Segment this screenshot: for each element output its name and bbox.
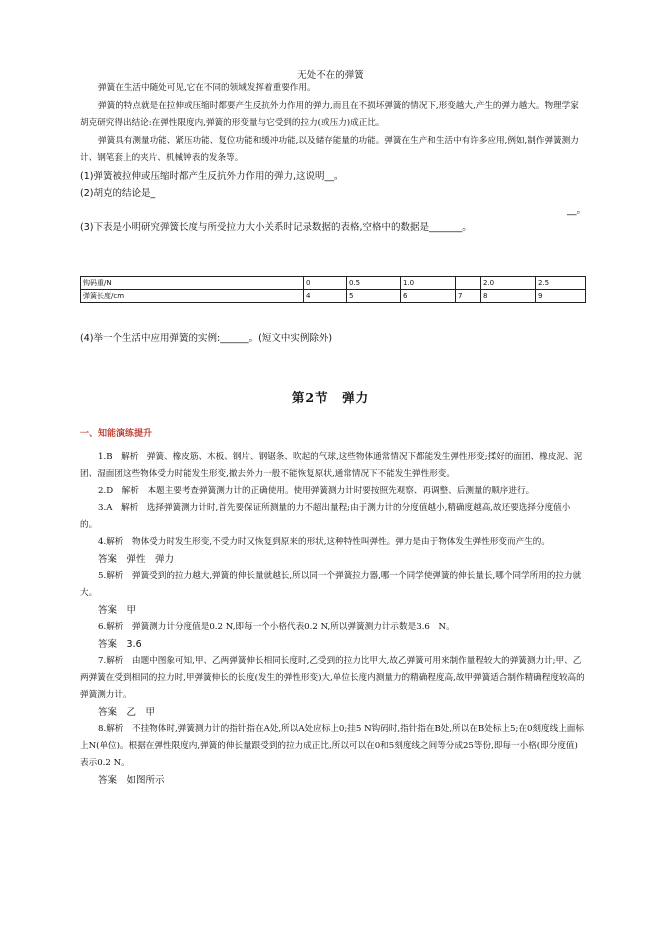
answer-7: 7.解析 由题中图象可知,甲、乙两弹簧伸长相同长度时,乙受到的拉力比甲大,故乙弹簧可用来制作量程较大的弹簧测力计;甲、乙两弹簧在受到相同的拉力时,甲弹簧伸长的长度(发生的弹性形变)大,单位长度内测量力的精确程度高,故甲弹簧适合制作精确程度较高的弹簧测力计。	[80, 656, 585, 700]
reading-paragraph: 弹簧具有测量功能、紧压功能、复位功能和缓冲功能,以及储存能量的功能。弹簧在生产和生活中有许多应用,例如,制作弹簧测力计、钢笔套上的夹片、机械钟表的发条等。	[80, 136, 579, 163]
table-cell: 9	[536, 290, 586, 303]
table-cell: 2.0	[481, 277, 536, 290]
table-cell-header: 钩码重/N	[81, 277, 304, 290]
reading-paragraph: 弹簧的特点就是在拉伸或压缩时都要产生反抗外力作用的弹力,而且在不损坏弹簧的情况下,形变越大,产生的弹力越大。物理学家胡克研究得出结论:在弹性限度内,弹簧的形变量与它受到的拉力(或压力)成正比。	[80, 101, 579, 128]
data-table	[80, 276, 586, 303]
table-cell: 0	[304, 277, 347, 290]
answer-7-result: 答案 乙 甲	[98, 707, 156, 718]
question-2-blank: __。	[566, 205, 586, 216]
reading-title: 无处不在的弹簧	[297, 70, 364, 81]
question-2: (2)胡克的结论是_	[80, 188, 156, 199]
answer-6-result: 答案 3.6	[98, 639, 142, 650]
table-cell: 4	[304, 290, 347, 303]
table-cell: 0.5	[347, 277, 401, 290]
table-row	[81, 290, 586, 303]
table-cell: 2.5	[536, 277, 586, 290]
question-4: (4)举一个生活中应用弹簧的实例:______。(短文中实例除外)	[80, 333, 333, 344]
answer-6: 6.解析 弹簧测力计分度值是0.2 N,即每一个小格代表0.2 N,所以弹簧测力计示数是3.6 N。	[98, 622, 455, 632]
answer-4-result: 答案 弹性 弹力	[98, 554, 175, 565]
question-1: (1)弹簧被拉伸或压缩时都产生反抗外力作用的弹力,这说明__。	[80, 171, 344, 182]
reading-paragraph: 弹簧在生活中随处可见,它在不同的领域发挥着重要作用。	[98, 83, 316, 93]
table-cell-blank	[456, 277, 481, 290]
table-cell: 8	[481, 290, 536, 303]
answer-1: 1.B 解析 弹簧、橡皮筋、木板、钢片、钢锯条、吹起的气球,这些物体通常情况下都能发生弹性形变;揉好的面团、橡皮泥、泥团、湿面团这些物体受力时能发生形变,撤去外力一般不能恢复原状,通常情况下不能发生弹性形变。	[80, 452, 583, 479]
reading-passage	[80, 80, 586, 236]
answer-list	[80, 449, 586, 789]
section-subtitle: 一、知能演练提升	[80, 429, 153, 439]
answer-3: 3.A 解析 选择弹簧测力计时,首先要保证所测量的力不超出量程;由于测力计的分度值越小,精确度越高,故还要选择分度值小的。	[80, 503, 571, 530]
section-title: 第2节 弹力	[291, 390, 370, 405]
table-row	[81, 277, 586, 290]
table-cell: 7	[456, 290, 481, 303]
answer-2: 2.D 解析 本题主要考查弹簧测力计的正确使用。使用弹簧测力计时要按照先观察、再调整、后测量的顺序进行。	[98, 486, 535, 496]
table-cell: 6	[401, 290, 456, 303]
answer-5: 5.解析 弹簧受到的拉力越大,弹簧的伸长量就越长,所以同一个弹簧拉力器,哪一个同学使弹簧的伸长量长,哪个同学所用的拉力就大。	[80, 571, 582, 598]
table-cell: 5	[347, 290, 401, 303]
question-3: (3)下表是小明研究弹簧长度与所受拉力大小关系时记录数据的表格,空格中的数据是_______。	[80, 222, 472, 233]
table-cell-header: 弹簧长度/cm	[81, 290, 304, 303]
answer-5-result: 答案 甲	[98, 605, 137, 616]
question-4-block	[80, 330, 586, 347]
answer-8: 8.解析 不挂物体时,弹簧测力计的指针指在A处,所以A处应标上0;挂5 N钩码时,指针指在B处,所以在B处标上5;在0刻度线上面标上N(单位)。根据在弹性限度内,弹簧的伸长量跟受到的拉力成正比,所以可以在0和5刻度线之间等分成25等份,即每一小格(即分度值)表示0.2 N。	[80, 724, 584, 768]
table-cell: 1.0	[401, 277, 456, 290]
answer-4: 4.解析 物体受力时发生形变,不受力时又恢复到原来的形状,这种特性叫弹性。弹力是由于物体发生弹性形变而产生的。	[98, 537, 550, 547]
answer-8-result: 答案 如图所示	[98, 775, 165, 786]
